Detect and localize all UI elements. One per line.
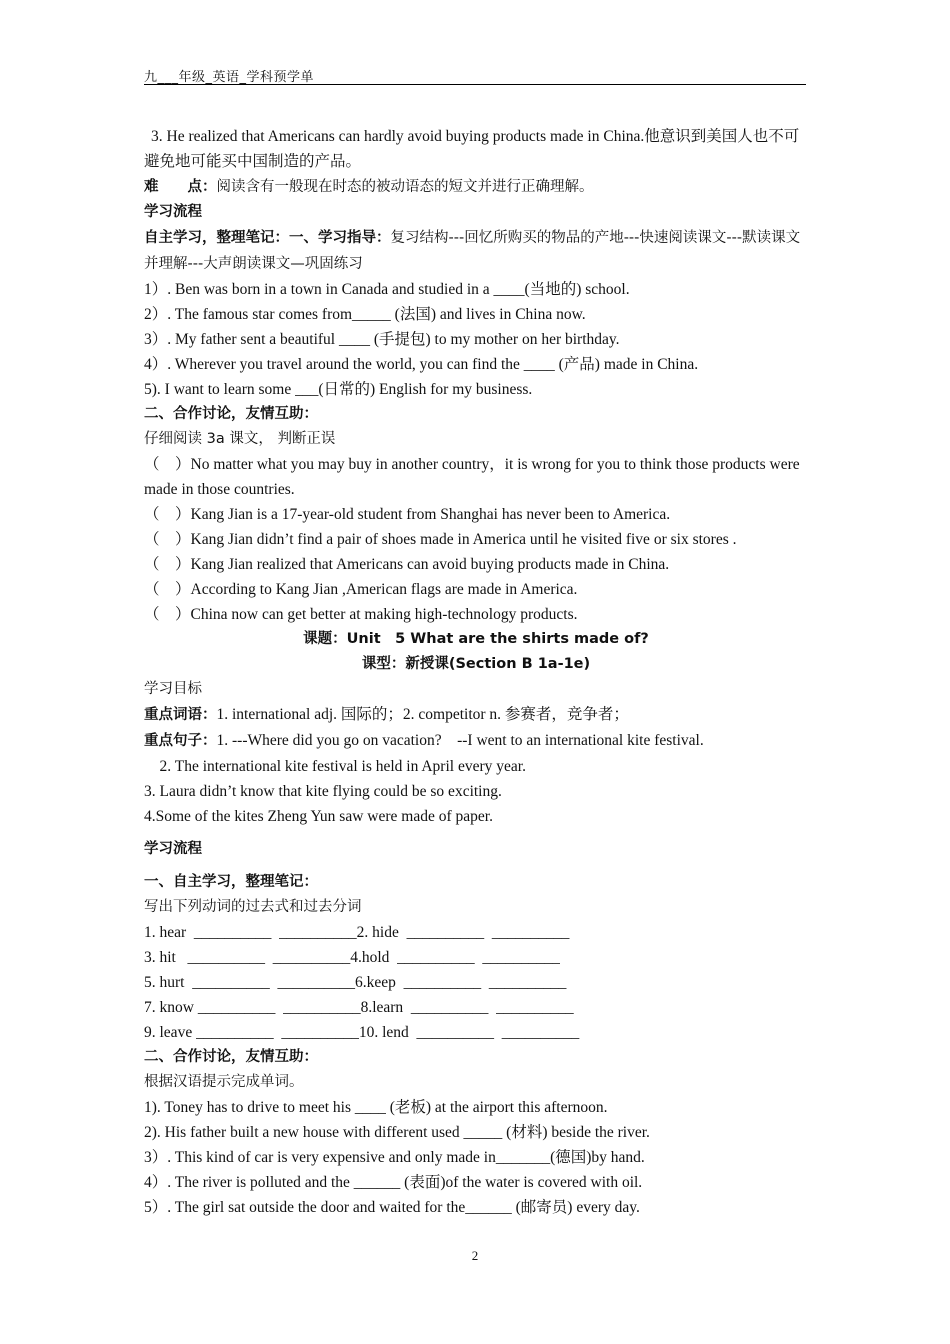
true-false-item: （ ）China now can get better at making high-technology products.	[144, 606, 578, 623]
exercise1-item: 5). I want to learn some ___(日常的) English for my business.	[144, 381, 533, 398]
true-false-instruction: 仔细阅读 3a 课文， 判断正误	[144, 431, 336, 447]
lesson-title	[144, 627, 808, 652]
difficulty-line	[144, 174, 808, 200]
verb-forms-row: 9. leave __________ __________10. lend __________ __________	[144, 1024, 580, 1041]
learning-flow-heading-2: 学习流程	[144, 841, 202, 857]
true-false-item: （ ）Kang Jian didn’t find a pair of shoes made in America until he visited five or six stores .	[144, 531, 737, 548]
exercise1-item: 3）. My father sent a beautiful ____ (手提包) to my mother on her birthday.	[144, 331, 620, 348]
true-false-item: （ ）Kang Jian realized that Americans can avoid buying products made in China.	[144, 556, 670, 573]
lesson-type	[144, 652, 808, 677]
key-vocabulary-label: 重点词语：	[144, 707, 217, 723]
lesson-title-label: 课题：	[303, 631, 347, 647]
key-sentences-label: 重点句子：	[144, 733, 217, 749]
verb-forms-row: 3. hit __________ __________4.hold __________ __________	[144, 949, 560, 966]
self-study-heading: 一、自主学习，整理笔记：	[144, 874, 318, 890]
verb-forms-row: 1. hear __________ __________2. hide __________ __________	[144, 924, 570, 941]
key-sentence: 3. Laura didn’t know that kite flying could be so exciting.	[144, 783, 502, 800]
key-sentences	[144, 728, 808, 754]
lesson-type-text: 新授课(Section B 1a-1e)	[405, 656, 591, 672]
verb-forms-row: 7. know __________ __________8.learn __________ __________	[144, 999, 574, 1016]
exercise1-item: 4）. Wherever you travel around the world, you can find the ____ (产品) made in China.	[144, 356, 699, 373]
study-guide	[144, 225, 808, 277]
objective-item-3: 3. He realized that Americans can hardly avoid buying products made in China.他意识到美国人也不可避免地可能买中国制造的产品。	[144, 128, 800, 170]
key-vocabulary-text: 1. international adj. 国际的；2. competitor n. 参赛者，竞争者；	[216, 706, 629, 723]
true-false-item: （ ）No matter what you may buy in another country，it is wrong for you to think those products were made in those countries.	[144, 456, 800, 498]
fill-item: 2). His father built a new house with different used _____ (材料) beside the river.	[144, 1124, 650, 1141]
document-body	[144, 124, 808, 1220]
verb-forms-instruction: 写出下列动词的过去式和过去分词	[144, 899, 362, 915]
page-number: 2	[471, 1248, 479, 1263]
key-sentence: 1. ---Where did you go on vacation? --I went to an international kite festival.	[216, 732, 704, 749]
lesson-type-label: 课型：	[361, 656, 406, 672]
study-guide-label: 自主学习，整理笔记：一、学习指导：	[144, 230, 391, 246]
learning-goals-heading: 学习目标	[144, 681, 202, 697]
cooperation-heading: 二、合作讨论，友情互助：	[144, 406, 318, 422]
true-false-item: （ ）Kang Jian is a 17-year-old student from Shanghai has never been to America.	[144, 506, 671, 523]
fill-item: 5）. The girl sat outside the door and waited for the______ (邮寄员) every day.	[144, 1199, 640, 1216]
exercise1-item: 1）. Ben was born in a town in Canada and studied in a ____(当地的) school.	[144, 281, 630, 298]
cooperation-heading-2: 二、合作讨论，友情互助：	[144, 1049, 318, 1065]
true-false-item: （ ）According to Kang Jian ,American flags are made in America.	[144, 581, 578, 598]
page-header: 九___年级_英语_学科预学单	[144, 66, 806, 85]
verb-forms-row: 5. hurt __________ __________6.keep __________ __________	[144, 974, 567, 991]
key-sentence: 2. The international kite festival is held in April every year.	[144, 758, 526, 775]
fill-item: 3）. This kind of car is very expensive and only made in_______(德国)by hand.	[144, 1149, 645, 1166]
learning-flow-heading: 学习流程	[144, 204, 202, 220]
difficulty-text: 阅读含有一般现在时态的被动语态的短文并进行正确理解。	[216, 179, 594, 195]
exercise1-item: 2）. The famous star comes from_____ (法国) and lives in China now.	[144, 306, 586, 323]
key-vocabulary	[144, 702, 808, 728]
study-guide-text: 复习结构---回忆所购买的物品的产地---快速阅读课文---默读课文并理解---大声朗读课文—巩固练习	[144, 230, 801, 272]
fill-item: 1). Toney has to drive to meet his ____ (老板) at the airport this afternoon.	[144, 1099, 608, 1116]
lesson-title-text: Unit 5 What are the shirts made of?	[346, 631, 649, 647]
difficulty-label: 难 点：	[144, 179, 217, 195]
key-sentence: 4.Some of the kites Zheng Yun saw were made of paper.	[144, 808, 493, 825]
fill-instruction: 根据汉语提示完成单词。	[144, 1074, 304, 1090]
fill-item: 4）. The river is polluted and the ______ (表面)of the water is covered with oil.	[144, 1174, 643, 1191]
